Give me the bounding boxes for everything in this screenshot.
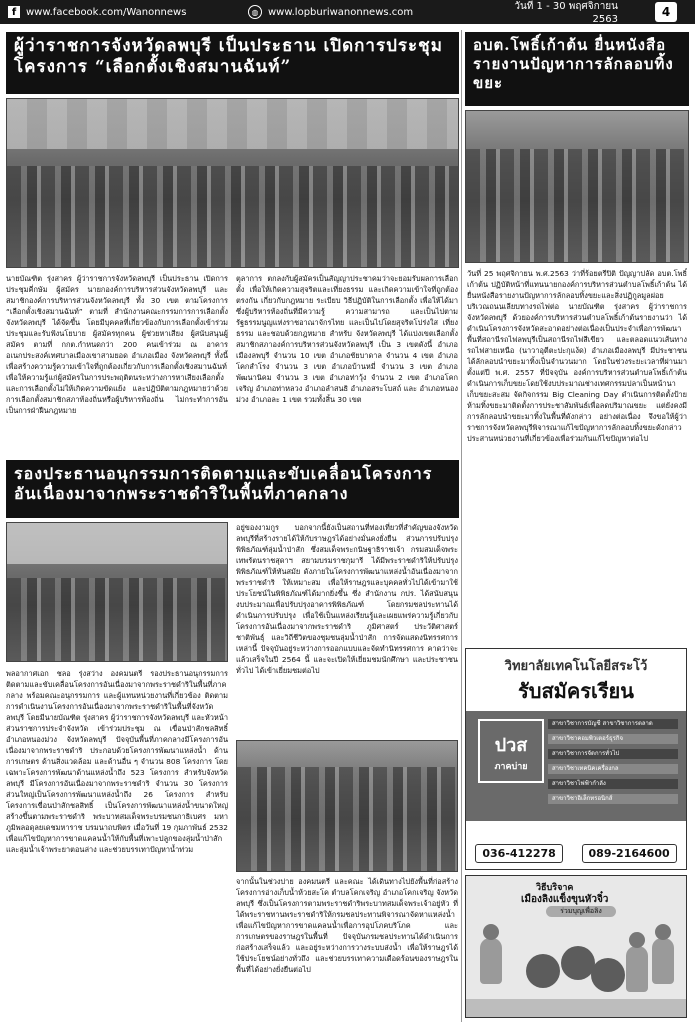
column-divider: [461, 30, 462, 1022]
photo-ceiling: [7, 99, 458, 149]
story3-col2: อยู่ของงามกูร บอกจากนี้ยังเป็นสถานที่ท่องเที่ยวที่สำคัญของจังหวัดลพบุรีที่สร้างรายได้ให้กับราษฎรได้อย่างมั่นคงยั่งยืน ส่วนการปรับปรุงพิพิธภัณฑ์ลุ่มน้ำป่าสัก ซึ่งสมเด็จพระกนิษฐาธิราชเจ้า กรมสมเด็จพระเทพรัตนราชสุดาฯ สยามบรมราชกุมารี ได้มีพระราชดำริให้ปรับปรุงพิพิธภัณฑ์ให้ทันสมัย ดังภายในโครงการพัฒนาแหล่งน้ำอันเนื่องมาจากพระราชดำริ ให้เหมาะสม เพื่อให้ราษฎรและบุคคลทั่วไปได้เข้ามาใช้ประโยชน์ในพิพิธภัณฑ์ได้มากยิ่งขึ้น ซึ่ง สำนักงาน กปร. ได้สนับสนุนงบประมาณเพื่อปรับปรุงอาคารพิพิธภัณฑ์ โดยกรมชลประทานได้ดำเนินการปรับปรุง เพื่อใช้เป็นแหล่งเรียนรู้และเผยแพร่ความรู้เกี่ยวกับโครงการอันเนื่องมาจากพระราชดำริ ภูมิศาสตร์ ประวัติศาสตร์ ชาติพันธุ์ และวิถีชีวิตของชุมชนลุ่มน้ำป่าสัก การจัดแสดงนิทรรศการเหล่านี้ ปัจจุบันอยู่ระหว่างการออกแบบและจัดทำนิทรรศการ คาดว่าจะแล้วเสร็จในปี 2564 นี้ และจะเปิดให้เยี่ยมชมนักศึกษา และประชาชนทั่วไป ได้เข้าเยี่ยมชมต่อไป: [236, 523, 458, 675]
top-bar: [0, 0, 695, 24]
logo-line1: ปวส: [494, 734, 528, 756]
program-item: สาขาวิชาคอมพิวเตอร์ธุรกิจ: [548, 734, 678, 744]
program-item: สาขาวิชาเทคนิคเครื่องกล: [548, 764, 678, 774]
story3-photo2: [236, 740, 458, 872]
program-item: สาขาวิชาไฟฟ้ากำลัง: [548, 779, 678, 789]
donation-subtitle: เมืองลิงแข็งขุนหัวจิ๋ว: [521, 894, 609, 905]
program-item: สาขาวิชาการบัญชี สาขาวิชาการตลาด: [548, 719, 678, 729]
story1-col1: นายบัณฑิต รุ่งสาคร ผู้ว่าราชการจังหวัดลพบุรี เป็นประธาน เปิดการประชุมคี่กษัม ผู้สมัคร นายกองค์การบริหารส่วนจังหวัดลพบุรี และ สมาชิกองค์การบริหารส่วนจังหวัดลพบุรี ทั้ง 30 เขต ตามโครงการ “เลือกตั้งเชิงสมานฉันท์” ตามที่ สำนักงานคณะกรรมการการเลือกตั้งจังหวัดลพบุรี ได้จัดขึ้น โดยมีบุคคลที่เกี่ยวข้องกับการเลือกตั้งเข้าร่วมประชุมและรับฟังนโยบาย ผู้สมัครทุกคน ผู้ช่วยหาเสียง ผู้สนับสนุนผู้สมัคร ตามที่ กกต.กำหนดกว่า 200 คนเข้าร่วม ณ อาคารอเนกประสงค์เทศบาลเมืองเขาสามยอด อำเภอเมือง จังหวัดลพบุรี ทั้งนี้ เพื่อสร้างความรู้ความเข้าใจที่ถูกต้องเกี่ยวกับการเลือกตั้งเชิงสมานฉันท์ เพื่อให้ความรู้แก่ผู้สมัครในการประพฤติตนระหว่างการหาเสียงเลือกตั้งและการเลือกตั้งไม่ให้เกิดความขัดแย้ง และปฏิบัติตามกฎหมายว่าด้วยการเลือกตั้งสมาชิกสภาท้องถิ่นหรือผู้บริหารท้องถิ่น ไม่กระทำการอันเป็นการฝ่าฝืนกฎหมาย: [6, 274, 228, 415]
issue-date: วันที่ 1 - 30 พฤศจิกายน 2563: [514, 1, 618, 25]
figure-illustration: [480, 938, 502, 984]
water-illustration: [466, 999, 686, 1017]
phone-1[interactable]: 036-412278: [475, 844, 562, 863]
monkey-illustration: [561, 946, 595, 980]
page-number: 4: [655, 2, 677, 22]
donation-title: วิธีบริจาค: [536, 883, 574, 893]
story3-headline: รองประธานอนุกรรมการติดตามและขับเคลื่อนโครงการอันเนื่องมาจากพระราชดำริในพื้นที่ภาคกลาง: [6, 460, 459, 518]
story1-headline: ผู้ว่าราชการจังหวัดลพบุรี เป็นประธาน เปิดการประชุม โครงการ “เลือกตั้งเชิงสมานฉันท์”: [6, 32, 459, 94]
photo-sky: [7, 523, 227, 564]
website-url: www.lopburiwanonnews.com: [268, 6, 414, 18]
donation-ad[interactable]: [465, 875, 687, 1018]
program-item: สาขาวิชาการจัดการทั่วไป: [548, 749, 678, 759]
enrollment-title: รับสมัครเรียน: [518, 679, 634, 703]
college-name: วิทยาลัยเทคโนโลยีสระโว้: [504, 659, 648, 674]
photo-people: [237, 767, 457, 871]
story3-col3: จากนั้นในช่วงบ่าย องคมนตรี และคณะ ได้เดินทางไปยังพื้นที่ก่อสร้างโครงการอ่างเก็บน้ำห้วยสะโค ตำบลโคกเจริญ อำเภอโคกเจริญ จังหวัดลพบุรี ซึ่งเป็นโครงการตามพระราชดำริพระบาทสมเด็จพระเจ้าอยู่หัว ที่ได้พระราชทานพระราชดำริให้กรมชลประทานพิจารณาจัดหาแหล่งน้ำ เพื่อแก้ไขปัญหาการขาดแคลนน้ำเพื่อการอุปโภคบริโภค และการเกษตรของราษฎรในพื้นที่ ปัจจุบันกรมชลประทานได้ดำเนินการก่อสร้างเสร็จแล้ว และอยู่ระหว่างการวางระบบส่งน้ำ เพื่อให้ราษฎรได้ใช้ประโยชน์อย่างทั่วถึง และช่วยบรรเทาความเดือดร้อนของราษฎรในพื้นที่ได้อย่างยั่งยืนต่อไป: [236, 877, 458, 974]
donation-tag: ร่วมบุญเพื่อลิง: [546, 906, 616, 917]
photo-crowd: [7, 166, 458, 267]
program-logo: [478, 719, 544, 783]
photo-people: [7, 578, 227, 661]
website-link[interactable]: [248, 5, 498, 19]
story3-photo1: [6, 522, 228, 662]
figure-illustration: [652, 938, 674, 984]
story3-col1: พลอากาศเอก ชลอ รุ่งสว่าง องคมนตรี รองประธานอนุกรรมการติดตามและขับเคลื่อนโครงการอันเนื่องมาจากพระราชดำริในพื้นที่ภาคกลาง พร้อมคณะอนุกรรมการ และผู้แทนหน่วยงานที่เกี่ยวข้อง ติดตามการดำเนินงานโครงการอันเนื่องมาจากพระราชดำริในพื้นที่จังหวัดลพบุรี โดยมีนายบัณฑิต รุ่งสาคร ผู้ว่าราชการจังหวัดลพบุรี และหัวหน้าส่วนราชการประจำจังหวัด เข้าร่วมประชุม ณ เขื่อนป่าสักชลสิทธิ์ อำเภอหนองม่วง จังหวัดลพบุรี ปัจจุบันพื้นที่ภาคกลางมีโครงการอันเนื่องมาจากพระราชดำริ ประกอบด้วยโครงการพัฒนาแหล่งน้ำ ด้านการเกษตร ด้านสิ่งแวดล้อม และด้านอื่น ๆ จำนวน 808 โครงการ โดยเฉพาะโครงการพัฒนาด้านแหล่งน้ำถึง 523 โครงการ สำหรับจังหวัดลพบุรี มีโครงการอันเนื่องมาจากพระราชดำริ จำนวน 30 โครงการ ส่วนใหญ่เป็นโครงการพัฒนาแหล่งน้ำถึง 26 โครงการ สำหรับโครงการเขื่อนป่าสักชลสิทธิ์ เป็นโครงการพัฒนาแหล่งน้ำขนาดใหญ่ สร้างขึ้นตามพระราชดำริ พระบาทสมเด็จพระบรมชนกาธิเบศร มหาภูมิพลอดุลยเดชมหาราช บรมนาถบพิตร เมื่อวันที่ 19 กุมภาพันธ์ 2532 เพื่อแก้ไขปัญหาการขาดแคลนน้ำให้กับพื้นที่เพาะปลูกของลุ่มน้ำป่าสัก และลุ่มน้ำเจ้าพระยาตอนล่าง และช่วยบรรเทาปัญหาน้ำท่วม: [6, 669, 228, 854]
phone-numbers: [466, 844, 686, 863]
story2-photo: [465, 110, 689, 263]
facebook-icon: f: [8, 6, 20, 18]
phone-2[interactable]: 089-2164600: [582, 844, 677, 863]
college-ad[interactable]: [465, 648, 687, 870]
program-item: สาขาวิชาอิเล็กทรอนิกส์: [548, 794, 678, 804]
monkey-illustration: [526, 954, 560, 988]
facebook-link[interactable]: [8, 6, 228, 18]
globe-icon: ◍: [248, 5, 262, 19]
story1-col2: ตุลาการ ตกลงกับผู้สมัครเป็นสัญญาประชาคมว่าจะยอมรับผลการเลือกตั้ง เพื่อให้เกิดความสุจริตและเที่ยงธรรม และเกิดความเข้าใจที่ถูกต้องตรงกัน เกี่ยวกับกฎหมาย ระเบียบ วิธีปฏิบัติในการเลือกตั้ง เพื่อให้ได้มาซึ่งผู้บริหารท้องถิ่นที่มีความรู้ ความสามารถ และเป็นไปตามรัฐธรรมนูญแห่งราชอาณาจักรไทย และเป็นไปโดยสุจริตโปร่งใส เที่ยงธรรม และชอบด้วยกฎหมาย สำหรับ จังหวัดลพบุรี ได้แบ่งเขตเลือกตั้งสมาชิกสภาองค์การบริหารส่วนจังหวัดลพบุรี เป็น 3 เขตดังนี้ อำเภอเมืองลพบุรี จำนวน 10 เขต อำเภอชัยบาดาล จำนวน 4 เขต อำเภอโคกสำโรง จำนวน 3 เขต อำเภอบ้านหมี่ จำนวน 3 เขต อำเภอพัฒนานิคม จำนวน 3 เขต อำเภอท่าวุ้ง จำนวน 2 เขต อำเภอโคกเจริญ อำเภอท่าหลวง อำเภอลำสนธิ อำเภอสระโบสถ์ และ อำเภอหนองม่วง อำเภอละ 1 เขต รวมทั้งสิ้น 30 เขต: [236, 274, 458, 404]
figure-illustration: [626, 946, 648, 992]
story2-body: วันที่ 25 พฤศจิกายน พ.ศ.2563 ว่าที่ร้อยตรีปิติ ปัญญาปลัด อบต.โพธิ์เก้าต้น ปฏิบัติหน้าที่แทนนายกองค์การบริหารส่วนตำบลโพธิ์เก้าต้น ได้ยื่นหนังสือรายงานปัญหาการลักลอบทิ้งขยะและสิ่งปฏิกูลมูลฝอย บริเวณถนนเลียบทางรถไฟต่อ นายบัณฑิต รุ่งสาคร ผู้ว่าราชการจังหวัดลพบุรี ด้วยองค์การบริหารส่วนตำบลโพธิ์เก้าต้นรายงานว่า ได้ดำเนินโครงการจังหวัดสะอาดอย่างต่อเนื่องเป็นประจำเพื่อการพัฒนาพื้นที่สถานีรถไฟลพบุรีเป็นสถานีรถไฟสีเขียว และตลอดแนวเส้นทางรถไฟสายเหนือ (นาวาอุตีตะปะกุแง้ด) อำเภอเมืองลพบุรี มีประชาชนได้ลักลอบนำขยะมาทิ้งเป็นจำนวนมาก โดยในช่วงระยะเวลาที่ผ่านมาตั้งแต่ปี พ.ศ. 2557 ที่ปัจจุบัน องค์การบริหารส่วนตำบลโพธิ์เก้าต้นดำเนินการเก็บขยะโดยใช้งบประมาณช่างเทศกรรมปลาเป็นหน้านาเก็บขยะสะสม จัดกิจกรรม Big Cleaning Day ดำเนินการติดตั้งป้ายห้ามทิ้งขยะมาติดตั้งการประชาสัมพันธ์เพื่อลดปริมาณขยะ แต่ยังคงมีการลักลอบนำขยะมาทิ้งในพื้นที่ดังกล่าว อย่างต่อเนื่อง จึงขอให้ผู้ว่าราชการจังหวัดลพบุรีพิจารณาแก้ไขปัญหาการลักลอบทิ้งขยะดังกล่าว ประสานหน่วยงานที่เกี่ยวข้องเพื่อร่วมกันแก้ไขปัญหาต่อไป: [467, 269, 687, 443]
facebook-url: www.facebook.com/Wanonnews: [26, 6, 187, 18]
logo-line2: ภาคบ่าย: [494, 761, 528, 772]
photo-people: [466, 149, 688, 262]
story2-headline: อบต.โพธิ์เก้าต้น ยื่นหนังสือรายงานปัญหาการลักลอบทิ้งขยะ: [465, 32, 689, 106]
monkey-illustration: [591, 958, 625, 992]
program-list: [548, 719, 678, 809]
story1-photo: [6, 98, 459, 268]
